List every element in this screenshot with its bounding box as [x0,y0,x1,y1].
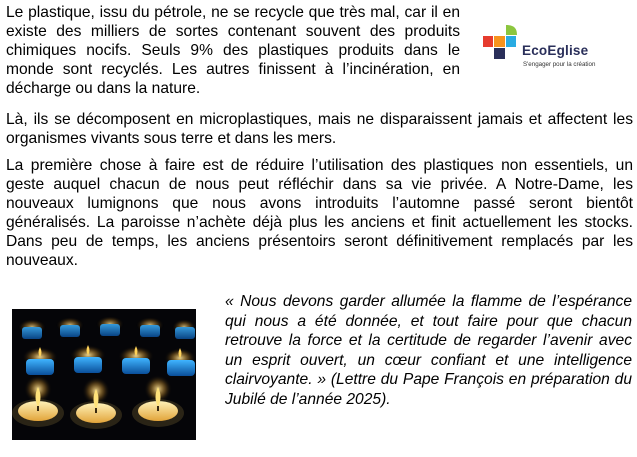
logo-tagline: S'engager pour la création [523,61,596,68]
ecoeglise-logo [470,12,630,82]
action-paragraph: La première chose à faire est de réduire l’utilisation des plastiques non essentiels, un geste auquel chacun de nous peut réfléchir dans sa vie privée. A Notre-Dame, les nouveaux lumignons que nous avons introduits l’automne passé seront bientôt généralisés. La paroisse n’achète déjà plus les anciens et finit actuellement les stocks. Dans peu de temps, les anciens présentoirs seront définitivement remplacés par les nouveaux. [6,157,633,270]
candles-photo [12,309,196,440]
intro-paragraph: Le plastique, issu du pétrole, ne se recycle que très mal, car il en existe des milliers de sortes contenant souvent des produits chimiques nocifs. Seuls 9% des plastiques produits dans le monde sont recyclés. Les autres finissent à l’incinération, en décharge ou dans la nature. [6,4,460,98]
intro-paragraph-continued: Là, ils se décomposent en microplastiques, mais ne disparaissent jamais et affectent les organismes vivants sous terre et dans les mers. [6,111,633,148]
ecoeglise-cross-icon [482,24,518,60]
pope-quote: « Nous devons garder allumée la flamme de l’espérance qui nous a été donnée, et tout faire pour que chacun retrouve la force et la certitude de regarder l’avenir avec un esprit ouvert, un cœur confiant et une intelligence clairvoyante. » (Lettre du Pape François en préparation du Jubilé de l’année 2025). [225,293,632,408]
logo-name: EcoEglise [522,43,589,58]
